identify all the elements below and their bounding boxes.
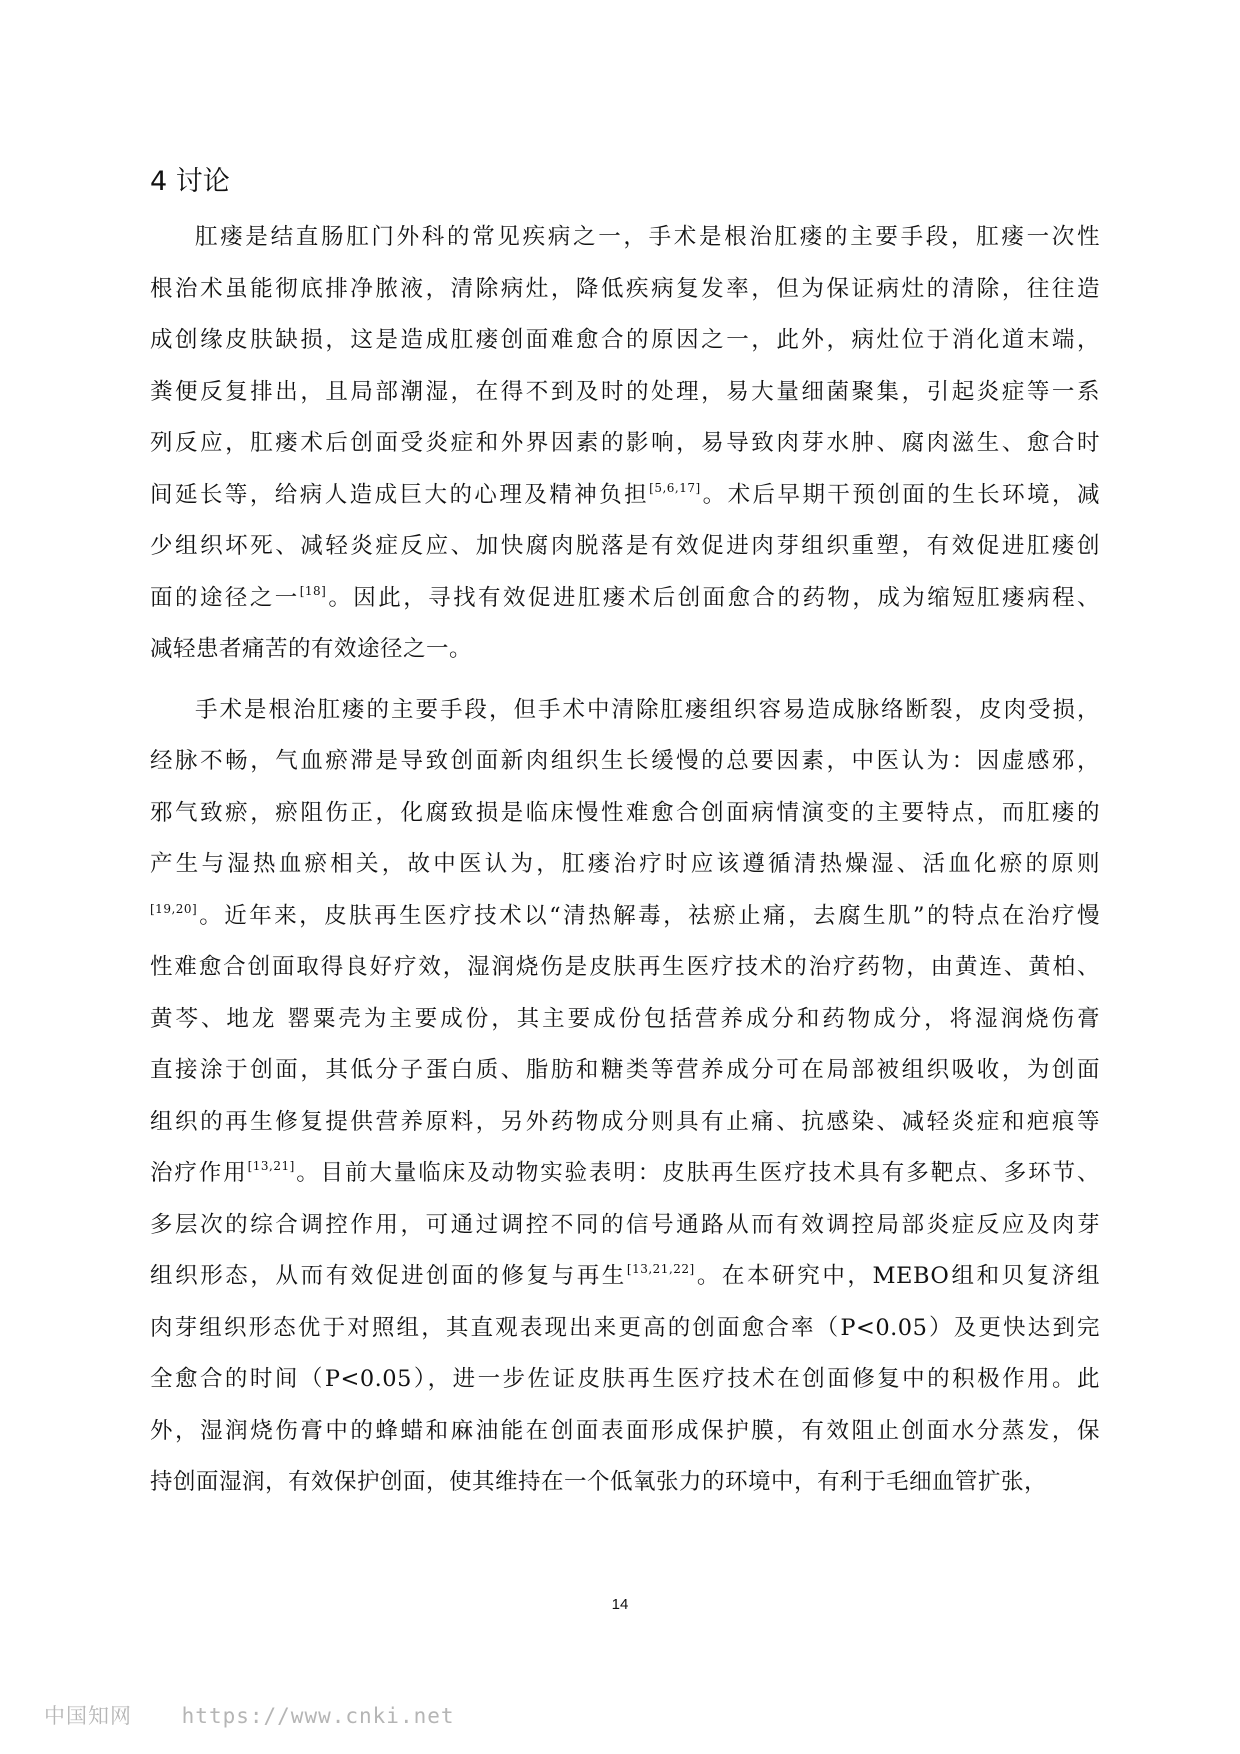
paragraph — [150, 212, 1100, 676]
text-line — [150, 788, 1100, 840]
line-text: 持创面湿润，有效保护创面，使其维持在一个低氧张力的环境中，有利于毛细血管扩张， — [150, 1469, 1048, 1495]
watermark-cnki-logo-text: 中国知网 — [44, 1704, 132, 1728]
text-line — [150, 367, 1100, 419]
text-line — [150, 470, 1100, 522]
text-line — [150, 891, 1100, 943]
line-text: 粪便反复排出，且局部潮湿，在得不到及时的处理，易大量细菌聚集，引起炎症等一系 — [150, 378, 1100, 405]
paragraph — [150, 685, 1100, 1509]
text-line — [150, 1354, 1100, 1406]
line-text: 肛瘘是结直肠肛门外科的常见疾病之一，手术是根治肛瘘的主要手段，肛瘘一次性 — [195, 224, 1100, 250]
text-line — [150, 521, 1100, 573]
citation-superscript: [19,20] — [150, 901, 198, 916]
line-text: 多层次的综合调控作用，可通过调控不同的信号通路从而有效调控局部炎症反应及肉芽 — [150, 1211, 1100, 1238]
text-line — [150, 1251, 1100, 1303]
line-text: 肉芽组织形态优于对照组，其直观表现出来更高的创面愈合率（P<0.05）及更快达到完 — [150, 1314, 1100, 1341]
text-line — [150, 573, 1100, 625]
text-line — [150, 418, 1100, 470]
line-text: 手术是根治肛瘘的主要手段，但手术中清除肛瘘组织容易造成脉络断裂，皮肉受损， — [195, 696, 1100, 723]
line-text: 全愈合的时间（P<0.05），进一步佐证皮肤再生医疗技术在创面修复中的积极作用。此 — [150, 1366, 1100, 1392]
text-line — [150, 1045, 1100, 1097]
line-text: 性难愈合创面取得良好疗效，湿润烧伤是皮肤再生医疗技术的治疗药物，由黄连、黄柏、 — [150, 954, 1100, 980]
line-text: 列反应，肛瘘术后创面受炎症和外界因素的影响，易导致肉芽水肿、腐肉滋生、愈合时 — [150, 430, 1100, 456]
text-line — [150, 1148, 1100, 1200]
citation-superscript: [13,21] — [247, 1159, 295, 1173]
line-text: 少组织坏死、减轻炎症反应、加快腐肉脱落是有效促进肉芽组织重塑，有效促进肛瘘创 — [150, 533, 1100, 559]
line-text-continued: 。近年来，皮肤再生医疗技术以“清热解毒，祛瘀止痛，去腐生肌”的特点在治疗慢 — [197, 902, 1100, 929]
line-text-continued: 。因此，寻找有效促进肛瘘术后创面愈合的药物，成为缩短肛瘘病程、 — [326, 584, 1100, 611]
text-line — [150, 212, 1100, 264]
text-line — [150, 942, 1100, 994]
text-line — [150, 1457, 1100, 1509]
text-line — [150, 994, 1100, 1046]
watermark-url: https://www.cnki.net — [181, 1704, 455, 1728]
text-line — [150, 624, 1100, 676]
body-text — [150, 212, 1100, 1518]
text-line — [150, 264, 1100, 316]
line-text: 面的途径之一 — [150, 584, 300, 611]
text-line — [150, 1303, 1100, 1355]
text-line — [150, 1200, 1100, 1252]
line-text-continued: 。术后早期干预创面的生长环境，减 — [700, 481, 1100, 508]
line-text-continued: 。在本研究中，MEBO组和贝复济组 — [694, 1263, 1100, 1289]
line-text: 减轻患者痛苦的有效途径之一。 — [150, 636, 473, 662]
text-line — [150, 736, 1100, 788]
line-text: 间延长等，给病人造成巨大的心理及精神负担 — [150, 481, 650, 508]
citation-superscript: [13,21,22] — [626, 1262, 695, 1276]
page-number: 14 — [611, 1596, 629, 1613]
citation-superscript: [5,6,17] — [649, 480, 701, 495]
watermark — [44, 1700, 455, 1730]
line-text: 直接涂于创面，其低分子蛋白质、脂肪和糖类等营养成分可在局部被组织吸收，为创面 — [150, 1057, 1100, 1083]
line-text: 根治术虽能彻底排净脓液，清除病灶，降低疾病复发率，但为保证病灶的清除，往往造 — [150, 275, 1100, 302]
line-text: 产生与湿热血瘀相关，故中医认为，肛瘘治疗时应该遵循清热燥湿、活血化瘀的原则 — [150, 851, 1100, 877]
text-line — [150, 685, 1100, 737]
text-line — [150, 1097, 1100, 1149]
line-text: 外，湿润烧伤膏中的蜂蜡和麻油能在创面表面形成保护膜，有效阻止创面水分蒸发，保 — [150, 1417, 1100, 1444]
text-line — [150, 315, 1100, 367]
line-text: 邪气致瘀，瘀阻伤正，化腐致损是临床慢性难愈合创面病情演变的主要特点，而肛瘘的 — [150, 799, 1100, 826]
line-text-continued: 。目前大量临床及动物实验表明：皮肤再生医疗技术具有多靶点、多环节、 — [294, 1160, 1100, 1186]
line-text: 经脉不畅，气血瘀滞是导致创面新肉组织生长缓慢的总要因素，中医认为：因虚感邪， — [150, 748, 1100, 774]
line-text: 组织的再生修复提供营养原料，另外药物成分则具有止痛、抗感染、减轻炎症和疤痕等 — [150, 1108, 1100, 1135]
line-text: 黄芩、地龙 罂粟壳为主要成份，其主要成份包括营养成分和药物成分，将湿润烧伤膏 — [150, 1005, 1100, 1032]
text-line — [150, 1406, 1100, 1458]
line-text: 组织形态，从而有效促进创面的修复与再生 — [150, 1263, 627, 1289]
text-line — [150, 839, 1100, 891]
line-text: 成创缘皮肤缺损，这是造成肛瘘创面难愈合的原因之一，此外，病灶位于消化道末端， — [150, 327, 1100, 353]
section-heading: 4 讨论 — [150, 166, 230, 197]
line-text: 治疗作用 — [150, 1160, 248, 1186]
citation-superscript: [18] — [299, 583, 327, 598]
